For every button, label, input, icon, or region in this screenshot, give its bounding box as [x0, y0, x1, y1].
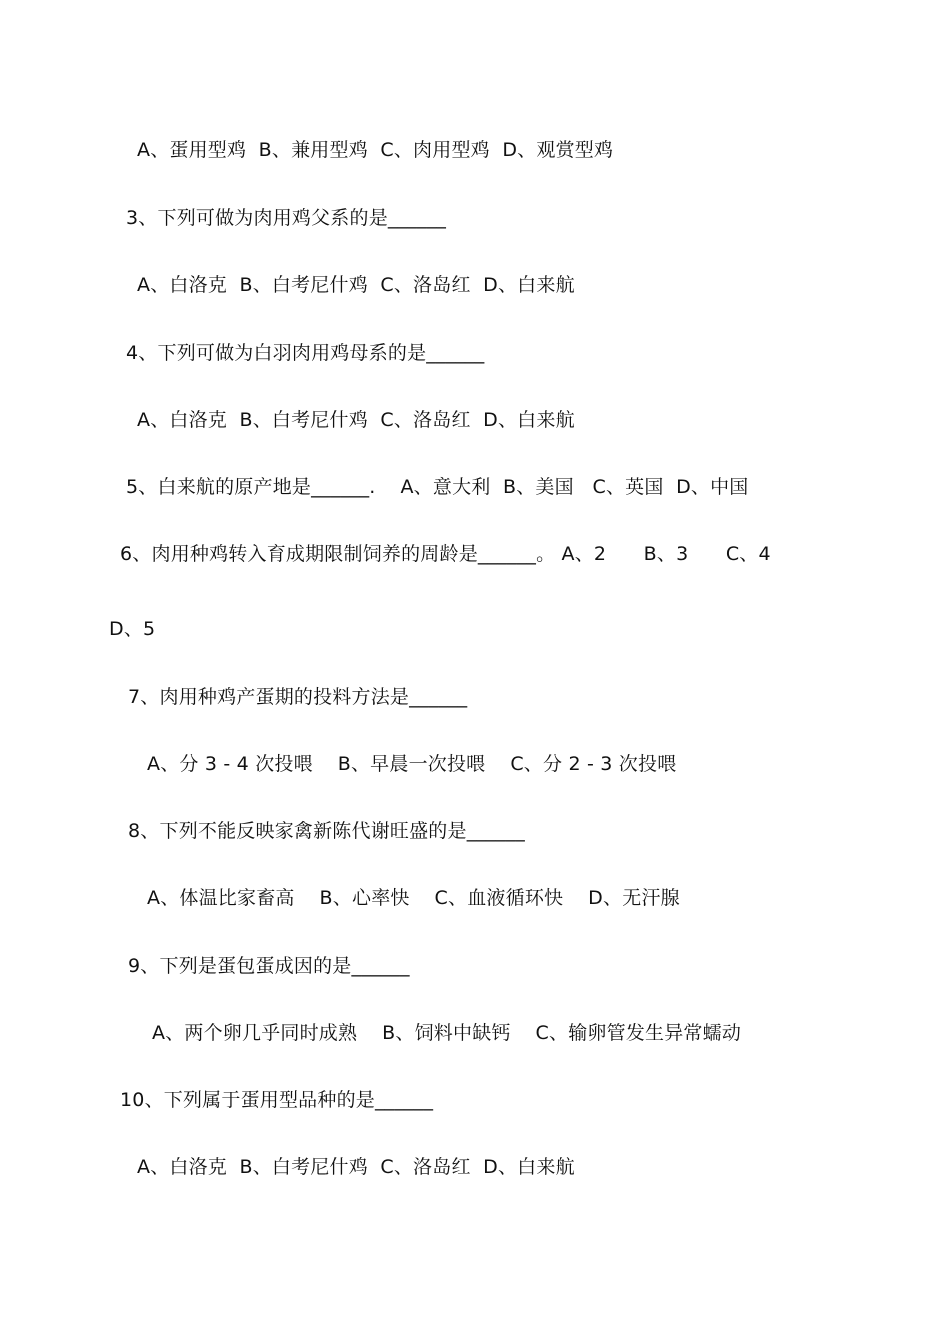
question-9-text: 9、下列是蛋包蛋成因的是______: [128, 955, 410, 977]
question-6-text: 6、肉用种鸡转入育成期限制饲养的周龄是______。 A、2 B、3 C、4: [120, 543, 771, 565]
question-8-text: 8、下列不能反映家禽新陈代谢旺盛的是______: [128, 820, 525, 842]
question-6-option-d: D、5: [109, 618, 156, 640]
question-4-text: 4、下列可做为白羽肉用鸡母系的是______: [126, 342, 485, 364]
question-3-options: A、白洛克 B、白考尼什鸡 C、洛岛红 D、白来航: [137, 274, 575, 296]
question-3-text: 3、下列可做为肉用鸡父系的是______: [126, 207, 447, 229]
question-7-text: 7、肉用种鸡产蛋期的投料方法是______: [128, 686, 468, 708]
question-2-options: A、蛋用型鸡 B、兼用型鸡 C、肉用型鸡 D、观赏型鸡: [137, 139, 614, 161]
question-10-options: A、白洛克 B、白考尼什鸡 C、洛岛红 D、白来航: [137, 1156, 575, 1178]
question-9-options: A、两个卵几乎同时成熟 B、饲料中缺钙 C、输卵管发生异常蠕动: [152, 1022, 742, 1044]
question-4-options: A、白洛克 B、白考尼什鸡 C、洛岛红 D、白来航: [137, 409, 575, 431]
question-5-text: 5、白来航的原产地是______. A、意大利 B、美国 C、英国 D、中国: [126, 476, 749, 498]
question-10-text: 10、下列属于蛋用型品种的是______: [120, 1089, 434, 1111]
question-8-options: A、体温比家畜高 B、心率快 C、血液循环快 D、无汗腺: [147, 887, 680, 909]
question-7-options: A、分 3 - 4 次投喂 B、早晨一次投喂 C、分 2 - 3 次投喂: [147, 753, 677, 775]
